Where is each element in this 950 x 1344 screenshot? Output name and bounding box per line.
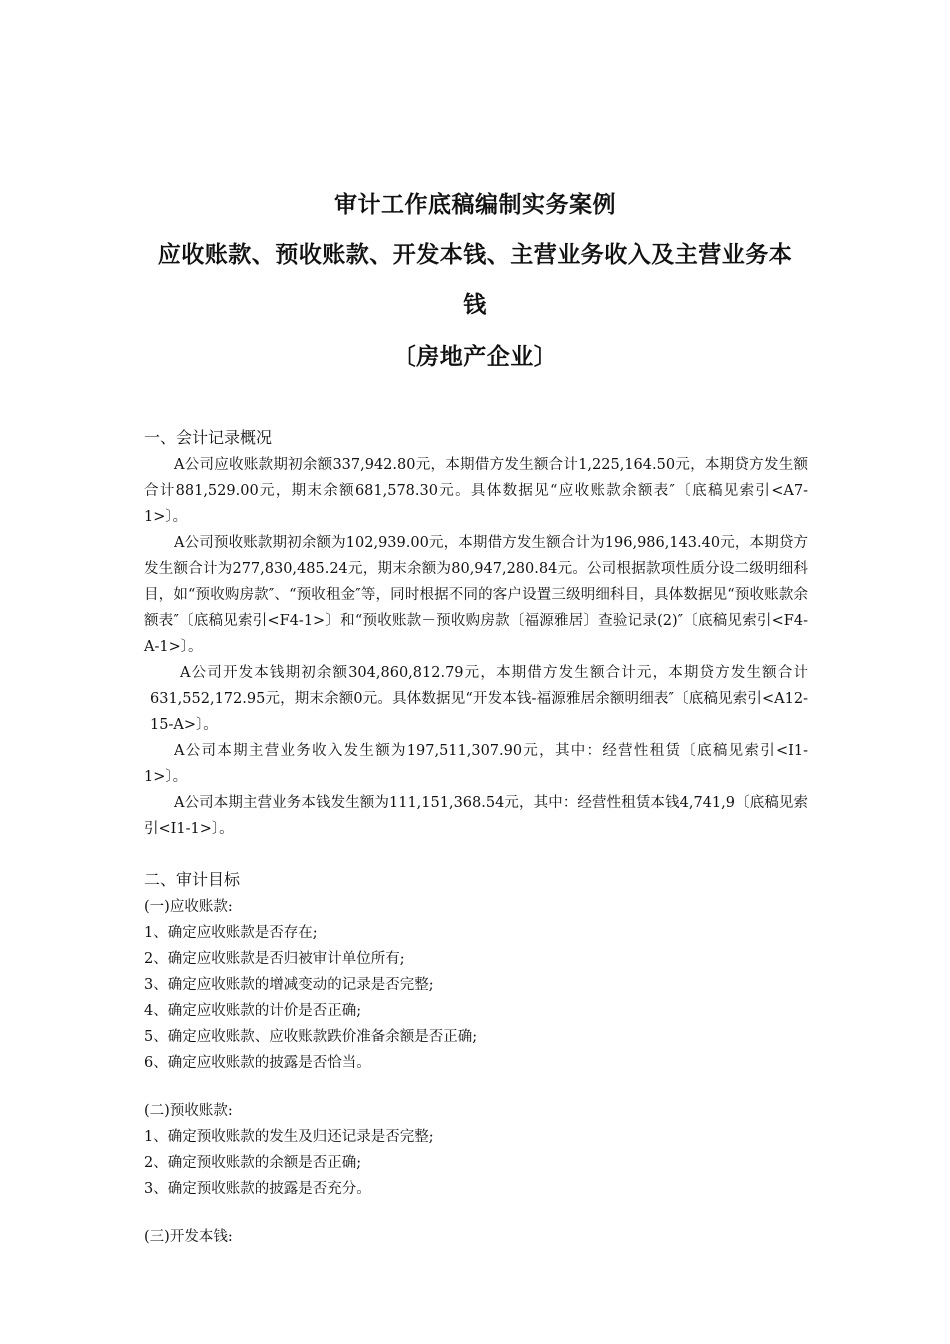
document-title: 审计工作底稿编制实务案例	[334, 192, 616, 218]
paragraph: A公司本期主营业务本钱发生额为111,151,368.54元，其中：经营性租赁本钱4,741,9〔底稿见索引<I1-1>〕。	[144, 795, 808, 837]
list-item: 3、确定预收账款的披露是否充分。	[144, 1181, 371, 1197]
list-item: 2、确定应收账款是否归被审计单位所有;	[144, 951, 405, 967]
paragraph: A公司本期主营业务收入发生额为197,511,307.90元，其中：经营性租赁〔底稿见索引<I1-1>〕。	[144, 743, 808, 785]
list-item: 6、确定应收账款的披露是否恰当。	[144, 1055, 371, 1071]
list-item: 1、确定预收账款的发生及归还记录是否完整;	[144, 1129, 434, 1145]
list-item: 4、确定应收账款的计价是否正确;	[144, 1003, 362, 1019]
list-item: 3、确定应收账款的增减变动的记录是否完整;	[144, 977, 434, 993]
section-heading: 二、审计目标	[144, 870, 241, 889]
section-heading: 一、会计记录概况	[144, 428, 273, 447]
paragraph: A公司预收账款期初余额为102,939.00元，本期借方发生额合计为196,986,143.40元，本期贷方发生额合计为277,830,485.24元，期末余额为80,947,280.84元。公司根据款项性质分设二级明细科目，如“预收购房款″、“预收租金″等，同时根据不同的客户设置三级明细科目，具体数据见“预收账款余额表″〔底稿见索引<F4-1>〕和“预收账款－预收购房款〔福源雅居〕查验记录(2)″〔底稿见索引<F4-A-1>〕。	[144, 535, 808, 655]
list-item: 5、确定应收账款、应收账款跌价准备余额是否正确;	[144, 1029, 478, 1045]
document-subtitle: 应收账款、预收账款、开发本钱、主营业务收入及主营业务本	[157, 242, 793, 268]
list-item: 1、确定应收账款是否存在;	[144, 925, 318, 941]
paragraph: A公司应收账款期初余额337,942.80元，本期借方发生额合计1,225,164.50元，本期贷方发生额合计881,529.00元，期末余额681,578.30元。具体数据见“应收账款余额表″〔底稿见索引<A7-1>〕。	[144, 457, 808, 525]
subsection-heading: (二)预收账款:	[144, 1103, 233, 1119]
document-body	[144, 424, 808, 1250]
paragraph: A公司开发本钱期初余额304,860,812.79元，本期借方发生额合计元，本期贷方发生额合计631,552,172.95元，期末余额0元。具体数据见“开发本钱-福源雅居余额明细表″〔底稿见索引<A12-15-A>〕。	[150, 665, 808, 733]
subsection-heading: (一)应收账款:	[144, 899, 233, 915]
list-item: 2、确定预收账款的余额是否正确;	[144, 1155, 362, 1171]
document-subtitle-continued: 钱	[463, 292, 487, 318]
subsection-heading: (三)开发本钱:	[144, 1229, 233, 1245]
document-category: 〔房地产企业〕	[392, 344, 558, 370]
